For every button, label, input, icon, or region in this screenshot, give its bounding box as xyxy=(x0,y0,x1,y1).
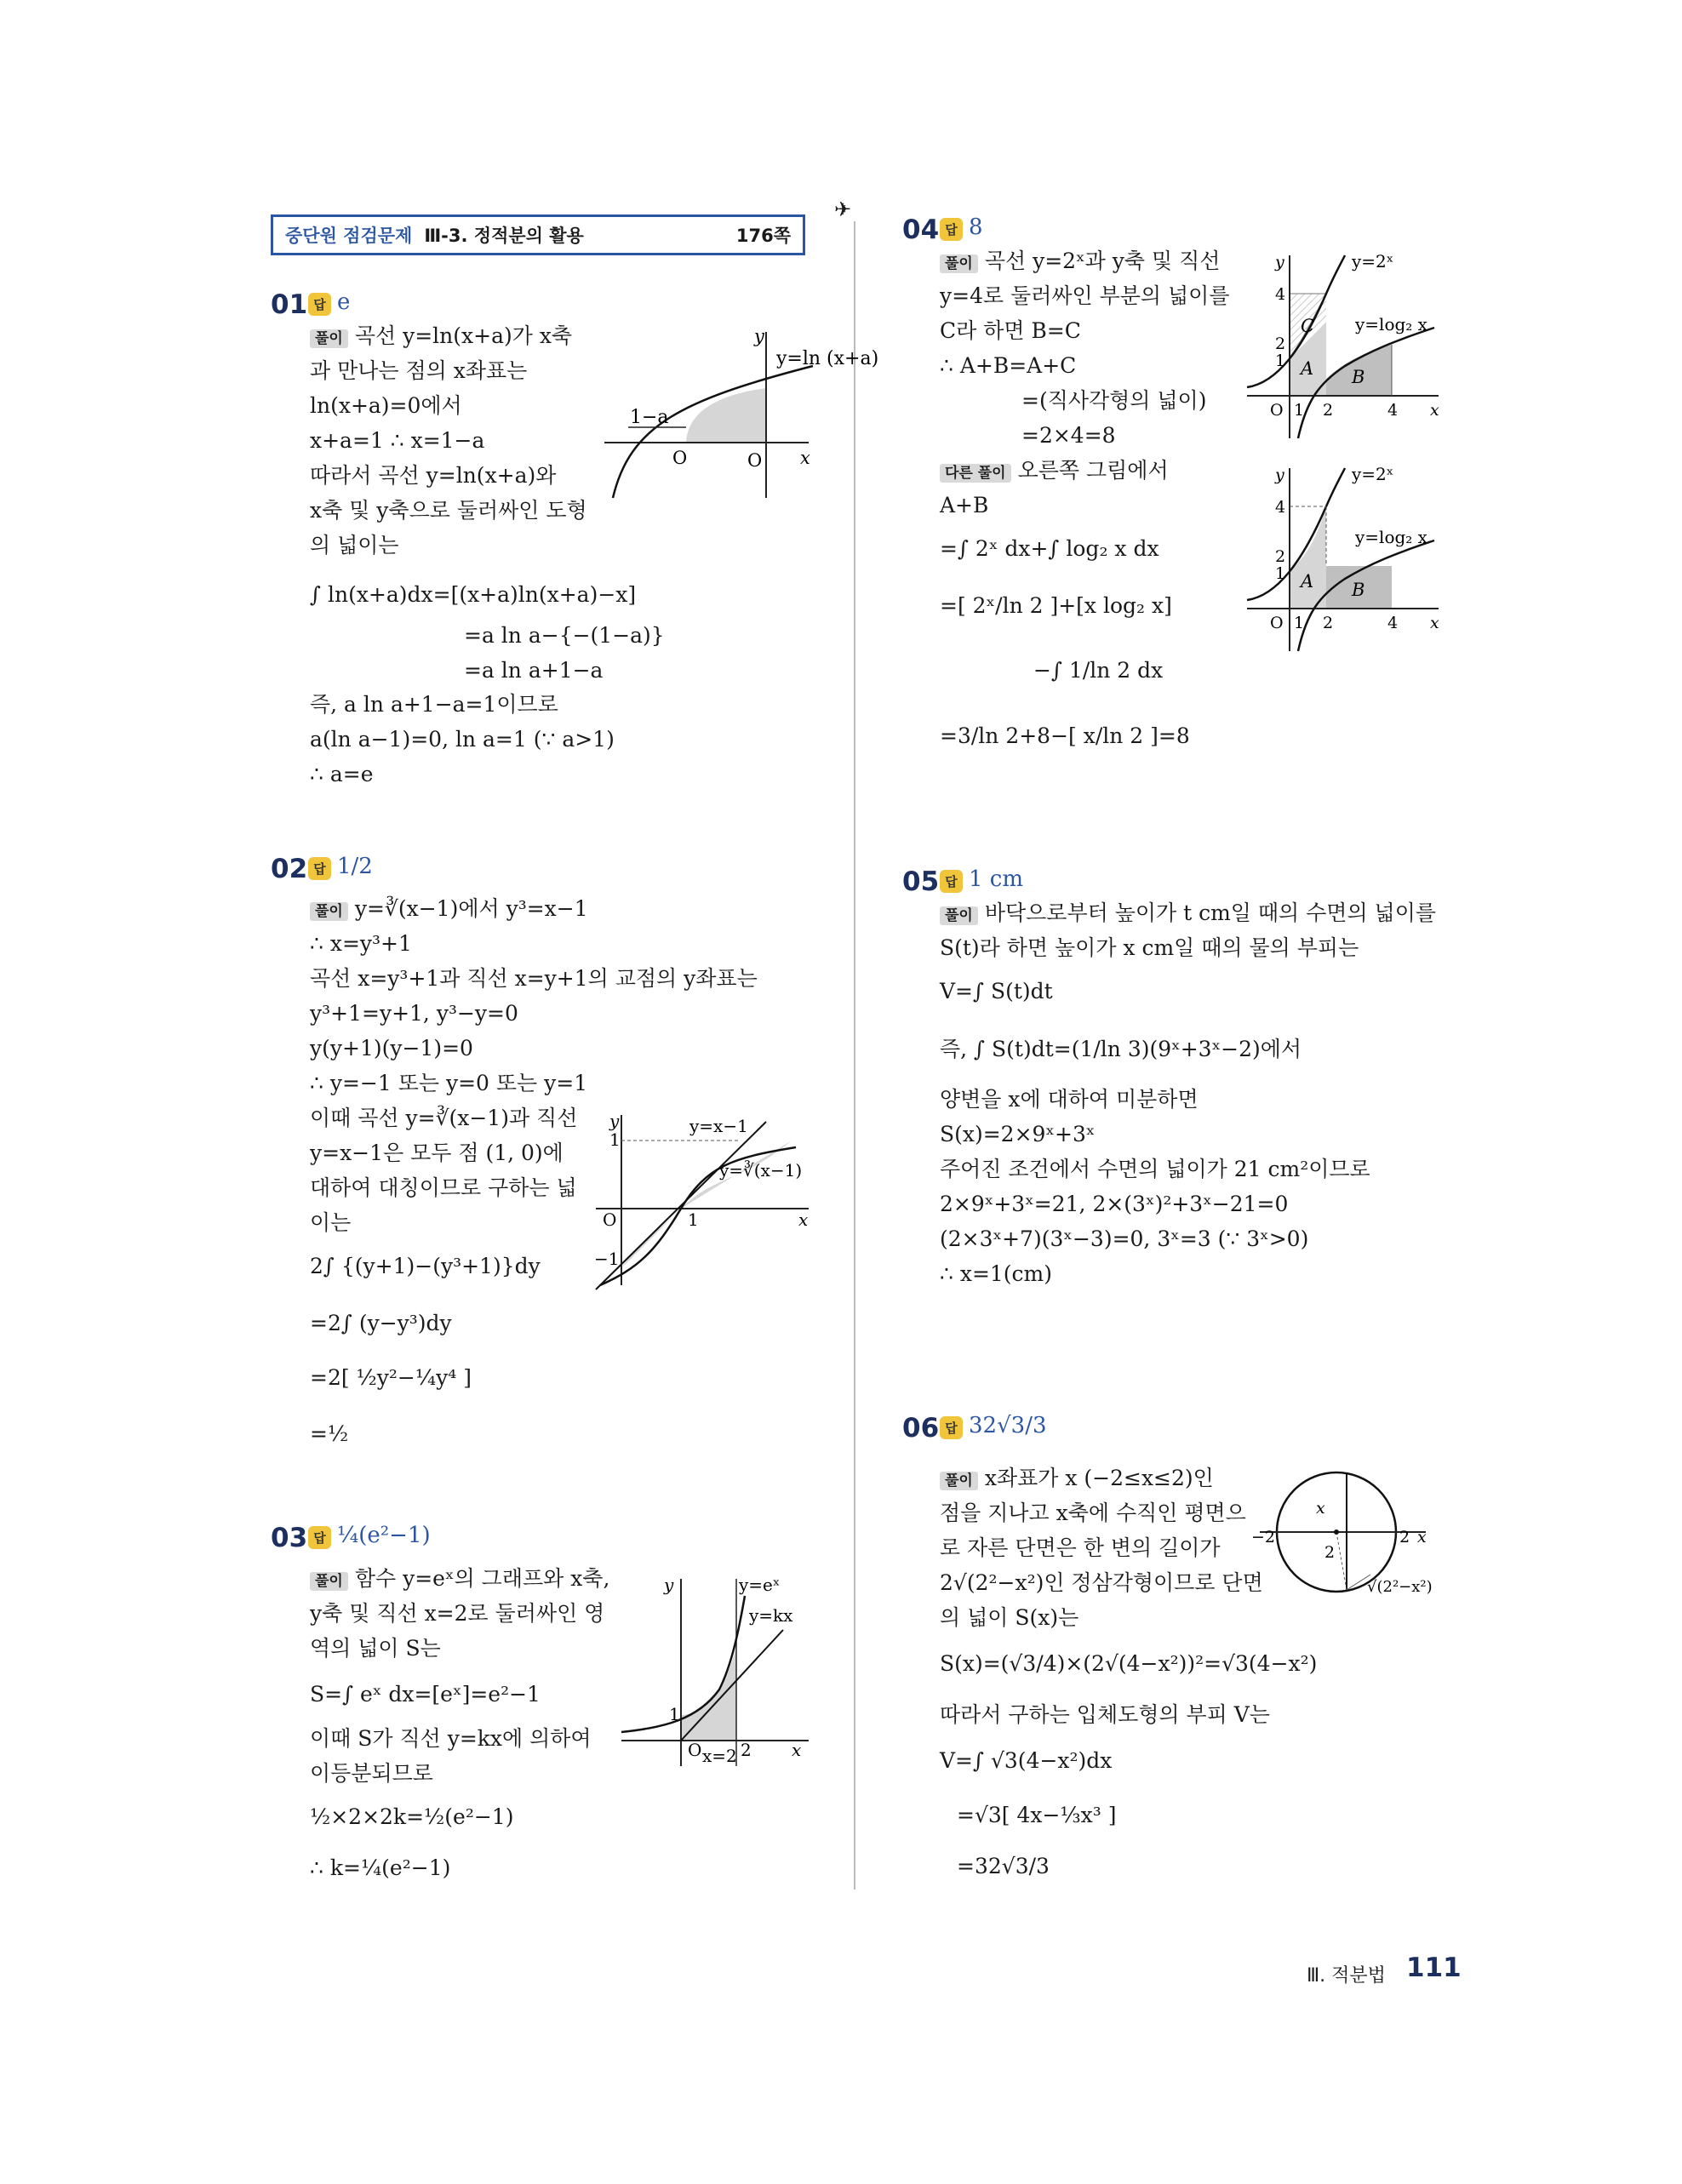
p04-line-4: =(직사각형의 넓이) xyxy=(1021,388,1207,413)
header-title: 중단원 점검문제 xyxy=(285,226,413,246)
p02-line-9: 이는 xyxy=(310,1210,352,1235)
answer-badge-04: 답 xyxy=(940,218,963,241)
graph-06 xyxy=(1243,1464,1447,1609)
p04-line-2: C라 하면 B=C xyxy=(940,318,1081,343)
graph-04b-curve1: y=2ˣ xyxy=(1352,464,1394,484)
p04-line-7: A+B xyxy=(940,493,989,517)
graph-04a-ytick4: 4 xyxy=(1275,285,1286,304)
solution-tag: 풀이 xyxy=(310,329,348,348)
p06-line-1: 점을 지나고 x축에 수직인 평면으 xyxy=(940,1501,1246,1525)
p05-line-6: 주어진 조건에서 수면의 넓이가 21 cm²이므로 xyxy=(940,1157,1370,1181)
p05-line-9: ∴ x=1(cm) xyxy=(940,1261,1053,1286)
graph-03-origin: O xyxy=(688,1740,702,1760)
graph-04a-ytick1: 1 xyxy=(1275,352,1286,370)
p06-line-8: =√3[ 4x−⅓x³ ] xyxy=(957,1803,1117,1827)
p06-line-5: S(x)=(√3/4)×(2√(4−x²))²=√3(4−x²) xyxy=(940,1651,1318,1676)
graph-04b-y-label: y xyxy=(1275,466,1284,484)
p05-line-5: S(x)=2×9ˣ+3ˣ xyxy=(940,1122,1096,1146)
answer-badge-05: 답 xyxy=(940,870,963,893)
p06-line-2: 로 자른 단면은 한 변의 길이가 xyxy=(940,1535,1221,1560)
graph-01-origin-label: O xyxy=(747,450,763,471)
graph-06-neg2: −2 xyxy=(1251,1528,1276,1547)
graph-03-y-label: y xyxy=(664,1575,674,1595)
graph-03-curve-label: y=eˣ xyxy=(739,1575,781,1595)
graph-04b-ytick2: 2 xyxy=(1275,547,1286,566)
p01-line-1: 과 만나는 점의 x좌표는 xyxy=(310,358,528,383)
answer-06: 32√3/3 xyxy=(969,1413,1047,1438)
p03-line-3: S=∫ eˣ dx=[eˣ]=e²−1 xyxy=(310,1682,541,1707)
answer-03: ¼(e²−1) xyxy=(337,1523,431,1548)
p05-line-7: 2×9ˣ+3ˣ=21, 2×(3ˣ)²+3ˣ−21=0 xyxy=(940,1192,1289,1216)
answer-02: 1/2 xyxy=(337,854,373,879)
graph-03-line-label: y=kx xyxy=(749,1605,793,1626)
p02-line-2: 곡선 x=y³+1과 직선 x=y+1의 교점의 y좌표는 xyxy=(310,966,758,991)
graph-04b-B: B xyxy=(1352,580,1365,600)
p02-line-7: y=x−1은 모두 점 (1, 0)에 xyxy=(310,1141,564,1165)
p03-line-6: ½×2×2k=½(e²−1) xyxy=(310,1804,514,1829)
p05-line-4: 양변을 x에 대하여 미분하면 xyxy=(940,1087,1199,1112)
graph-04b-ytick1: 1 xyxy=(1275,564,1286,583)
answer-badge-02: 답 xyxy=(308,857,331,880)
p06-line-6: 따라서 구하는 입체도형의 부피 V는 xyxy=(940,1702,1270,1727)
answer-badge-01: 답 xyxy=(308,293,331,316)
graph-02-neg-one: −1 xyxy=(594,1249,620,1269)
answer-badge-06: 답 xyxy=(940,1416,963,1439)
p01-line-9: =a ln a+1−a xyxy=(464,658,604,683)
p02-line-1: ∴ x=y³+1 xyxy=(310,931,412,956)
graph-04b-origin: O xyxy=(1270,614,1284,632)
p01-line-6: 의 넓이는 xyxy=(310,533,399,557)
graph-04b-tick1: 1 xyxy=(1294,614,1305,632)
graph-02-one-x: 1 xyxy=(688,1209,699,1230)
graph-04a-C: C xyxy=(1301,316,1315,336)
graph-06-root: √(2²−x²) xyxy=(1367,1578,1433,1596)
p02-line-12: =2[ ½y²−¼y⁴ ] xyxy=(310,1365,472,1390)
p02-line-5: ∴ y=−1 또는 y=0 또는 y=1 xyxy=(310,1071,588,1095)
p05-line-0: 풀이 바닥으로부터 높이가 t cm일 때의 수면의 넓이를 xyxy=(940,900,1436,929)
p04-line-0: 풀이 곡선 y=2ˣ과 y축 및 직선 xyxy=(940,249,1220,277)
p02-line-0: 풀이 y=∛(x−1)에서 y³=x−1 xyxy=(310,896,588,924)
graph-06-x-mark: x xyxy=(1316,1499,1325,1518)
answer-badge-03: 답 xyxy=(308,1526,331,1549)
graph-03-one: 1 xyxy=(669,1704,680,1724)
p01-line-8: =a ln a−{−(1−a)} xyxy=(464,623,665,648)
graph-04b-tick2: 2 xyxy=(1323,614,1334,632)
problem-number-01: 01 xyxy=(271,289,308,320)
answer-05: 1 cm xyxy=(969,866,1024,892)
p01-line-11: a(ln a−1)=0, ln a=1 (∵ a>1) xyxy=(310,727,615,752)
p03-line-5: 이등분되므로 xyxy=(310,1761,433,1786)
graph-01-left-label: 1−a xyxy=(630,407,669,428)
p04-line-10: −∫ 1/ln 2 dx xyxy=(1033,658,1164,683)
p04-line-6: 다른 풀이 오른쪽 그림에서 xyxy=(940,458,1169,486)
problem-number-03: 03 xyxy=(271,1523,308,1553)
graph-06-x-label: x xyxy=(1417,1528,1427,1547)
graph-04a-y-label: y xyxy=(1275,253,1284,272)
graph-04a-x-label: x xyxy=(1430,401,1439,420)
p01-line-5: x축 및 y축으로 둘러싸인 도형 xyxy=(310,498,587,523)
graph-04a-tick1: 1 xyxy=(1294,401,1305,420)
p03-line-2: 역의 넓이 S는 xyxy=(310,1636,441,1661)
graph-04b-A: A xyxy=(1301,571,1314,592)
p03-line-4: 이때 S가 직선 y=kx에 의하여 xyxy=(310,1726,592,1751)
graph-06-pos2: 2 xyxy=(1399,1528,1410,1547)
graph-04b-curve2: y=log₂ x xyxy=(1355,527,1427,547)
graph-01-curve-label: y=ln (x+a) xyxy=(776,348,879,369)
p01-line-2: ln(x+a)=0에서 xyxy=(310,393,462,418)
graph-04a xyxy=(1243,247,1447,443)
problem-number-02: 02 xyxy=(271,854,308,884)
p01-line-12: ∴ a=e xyxy=(310,762,374,786)
problem-number-05: 05 xyxy=(902,866,940,897)
graph-04a-curve2: y=log₂ x xyxy=(1355,314,1427,334)
p06-line-4: 의 넓이 S(x)는 xyxy=(940,1605,1079,1630)
p04-line-9: =[ 2ˣ/ln 2 ]+[x log₂ x] xyxy=(940,593,1172,618)
p03-line-1: y축 및 직선 x=2로 둘러싸인 영 xyxy=(310,1601,605,1626)
p02-line-10: 2∫ {(y+1)−(y³+1)}dy xyxy=(310,1254,541,1278)
problem-number-06: 06 xyxy=(902,1413,940,1444)
graph-02-line-label: y=x−1 xyxy=(689,1116,748,1136)
ornament-icon: ✈ xyxy=(834,197,852,221)
graph-04a-A: A xyxy=(1301,358,1314,379)
column-divider xyxy=(854,221,855,1890)
problem-number-04: 04 xyxy=(902,214,940,245)
p01-line-0: 풀이 곡선 y=ln(x+a)가 x축 xyxy=(310,323,572,352)
footer-chapter: Ⅲ. 적분법 xyxy=(1307,1965,1386,1987)
graph-02-y-label: y xyxy=(609,1111,620,1131)
section-header xyxy=(271,214,805,255)
p05-line-3: 즉, ∫ S(t)dt=(1/ln 3)(9ˣ+3ˣ−2)에서 xyxy=(940,1037,1302,1061)
p02-line-4: y(y+1)(y−1)=0 xyxy=(310,1036,473,1061)
graph-03-x-label: x xyxy=(792,1740,802,1760)
graph-06-two: 2 xyxy=(1324,1543,1336,1562)
graph-04b-ytick4: 4 xyxy=(1275,498,1286,517)
header-section: Ⅲ-3. 정적분의 활용 xyxy=(424,226,584,246)
graph-02-one: 1 xyxy=(609,1129,621,1150)
p04-line-8: =∫ 2ˣ dx+∫ log₂ x dx xyxy=(940,536,1159,561)
graph-01-origin: O xyxy=(672,448,688,468)
p05-line-8: (2×3ˣ+7)(3ˣ−3)=0, 3ˣ=3 (∵ 3ˣ>0) xyxy=(940,1226,1309,1251)
p05-line-2: V=∫ S(t)dt xyxy=(940,979,1053,1003)
p04-line-3: ∴ A+B=A+C xyxy=(940,353,1077,378)
graph-04a-tick2: 2 xyxy=(1323,401,1334,420)
p02-line-3: y³+1=y+1, y³−y=0 xyxy=(310,1001,518,1026)
graph-02 xyxy=(587,1106,817,1294)
p06-line-9: =32√3/3 xyxy=(957,1854,1050,1878)
p03-line-0: 풀이 함수 y=eˣ의 그래프와 x축, xyxy=(310,1566,609,1594)
p04-line-11: =3/ln 2+8−[ x/ln 2 ]=8 xyxy=(940,723,1190,748)
graph-03-vline-label: x=2 xyxy=(702,1746,737,1766)
graph-03-two: 2 xyxy=(741,1740,752,1760)
graph-04b-tick4: 4 xyxy=(1387,614,1399,632)
graph-02-x-label: x xyxy=(798,1209,809,1230)
p01-line-4: 따라서 곡선 y=ln(x+a)와 xyxy=(310,463,557,488)
graph-01-x-label: x xyxy=(800,448,810,468)
p04-line-1: y=4로 둘러싸인 부분의 넓이를 xyxy=(940,283,1230,308)
answer-04: 8 xyxy=(969,214,983,240)
graph-01 xyxy=(596,323,879,511)
graph-01-y-label: y xyxy=(754,326,764,346)
p06-line-7: V=∫ √3(4−x²)dx xyxy=(940,1748,1113,1773)
footer-page-number: 111 xyxy=(1406,1952,1462,1983)
p01-line-3: x+a=1 ∴ x=1−a xyxy=(310,428,485,453)
graph-02-origin: O xyxy=(603,1209,617,1230)
p03-line-7: ∴ k=¼(e²−1) xyxy=(310,1855,451,1880)
p02-line-8: 대하여 대칭이므로 구하는 넓 xyxy=(310,1175,577,1200)
header-page: 176쪽 xyxy=(735,226,791,246)
graph-04a-origin: O xyxy=(1270,401,1284,420)
p01-line-10: 즉, a ln a+1−a=1이므로 xyxy=(310,692,558,717)
graph-04b-x-label: x xyxy=(1430,614,1439,632)
graph-02-curve-label: y=∛(x−1) xyxy=(719,1160,803,1181)
p04-line-5: =2×4=8 xyxy=(1021,423,1116,448)
p02-line-11: =2∫ (y−y³)dy xyxy=(310,1311,452,1335)
p06-line-0: 풀이 x좌표가 x (−2≤x≤2)인 xyxy=(940,1466,1214,1494)
graph-04a-ytick2: 2 xyxy=(1275,334,1286,353)
graph-04a-B: B xyxy=(1352,367,1365,387)
p02-line-13: =½ xyxy=(310,1421,349,1446)
graph-04b xyxy=(1243,460,1447,655)
p05-line-1: S(t)라 하면 높이가 x cm일 때의 물의 부피는 xyxy=(940,935,1359,960)
graph-03 xyxy=(613,1570,817,1775)
p02-line-6: 이때 곡선 y=∛(x−1)과 직선 xyxy=(310,1106,578,1130)
graph-04a-curve1: y=2ˣ xyxy=(1352,251,1394,272)
graph-04a-tick4: 4 xyxy=(1387,401,1399,420)
answer-01: e xyxy=(337,289,351,315)
p01-line-7: ∫ ln(x+a)dx=[(x+a)ln(x+a)−x] xyxy=(310,582,637,607)
p06-line-3: 2√(2²−x²)인 정삼각형이므로 단면 xyxy=(940,1570,1263,1595)
